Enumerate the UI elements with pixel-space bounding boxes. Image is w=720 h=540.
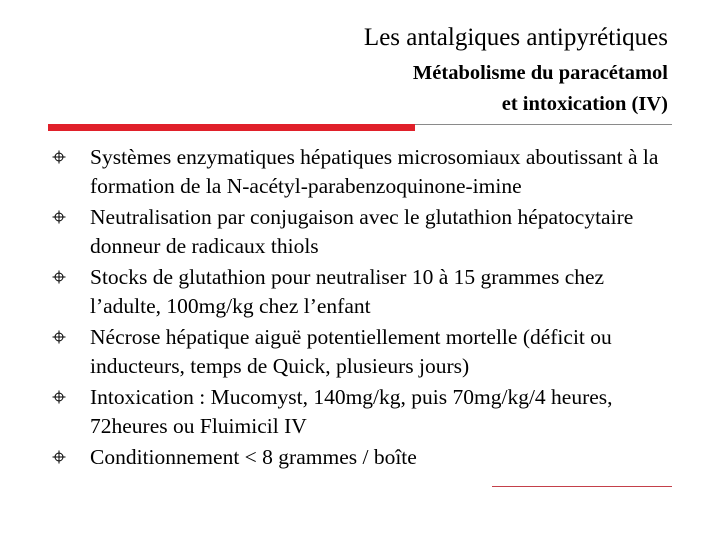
bullet-item (52, 263, 672, 320)
subtitle-line-2: et intoxication (IV) (501, 93, 668, 115)
circle-cross-bullet-icon (52, 450, 66, 464)
bullet-text: Neutralisation par conjugaison avec le glutathion hépatocytaire donneur de radicaux thiols (90, 205, 634, 258)
footer-divider-line (492, 486, 672, 487)
slide-subtitle (413, 58, 668, 120)
bullet-item (52, 383, 672, 440)
bullet-text: Stocks de glutathion pour neutraliser 10 à 15 grammes chez l’adulte, 100mg/kg chez l’enfant (90, 265, 605, 318)
bullet-item (52, 143, 672, 200)
circle-cross-bullet-icon (52, 150, 66, 164)
circle-cross-bullet-icon (52, 330, 66, 344)
circle-cross-bullet-icon (52, 270, 66, 284)
bullet-text: Conditionnement < 8 grammes / boîte (90, 445, 417, 469)
subtitle-line-1: Métabolisme du paracétamol (412, 62, 668, 84)
bullet-item (52, 203, 672, 260)
bullet-text: Systèmes enzymatiques hépatiques microsomiaux aboutissant à la formation de la N-acétyl-parabenzoquinone-imine (90, 145, 659, 198)
circle-cross-bullet-icon (52, 210, 66, 224)
bullet-list (52, 143, 672, 475)
title-accent-bar (48, 124, 415, 131)
bullet-text: Nécrose hépatique aiguë potentiellement mortelle (déficit ou inducteurs, temps de Quick, plusieurs jours) (90, 325, 612, 378)
circle-cross-bullet-icon (52, 390, 66, 404)
bullet-item (52, 443, 672, 472)
bullet-item (52, 323, 672, 380)
slide-title: Les antalgiques antipyrétiques (363, 24, 668, 51)
bullet-text: Intoxication : Mucomyst, 140mg/kg, puis 70mg/kg/4 heures, 72heures ou Fluimicil IV (90, 385, 613, 438)
